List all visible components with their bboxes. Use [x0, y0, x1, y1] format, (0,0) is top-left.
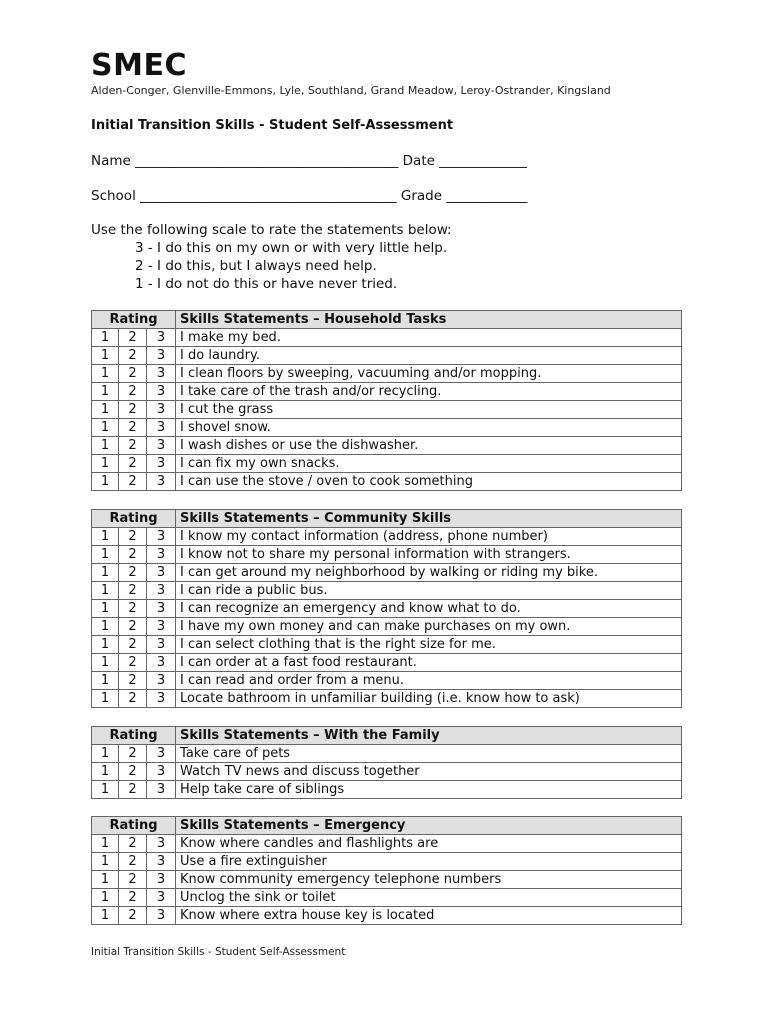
- school-grade-line[interactable]: School ______________________________________ Grade ____________: [91, 188, 528, 204]
- rating-option-2[interactable]: 2: [119, 853, 147, 871]
- skill-statement: I can read and order from a menu.: [176, 672, 682, 690]
- table-row: [92, 672, 682, 690]
- table-row: [92, 528, 682, 546]
- rating-option-2[interactable]: 2: [119, 654, 147, 672]
- rating-option-3[interactable]: 3: [147, 455, 176, 473]
- rating-option-3[interactable]: 3: [147, 672, 176, 690]
- table-row: [92, 437, 682, 455]
- table-body: [92, 528, 682, 708]
- rating-option-2[interactable]: 2: [119, 347, 147, 365]
- table-row: [92, 889, 682, 907]
- rating-header: Rating: [92, 817, 176, 835]
- district-list: Alden-Conger, Glenville-Emmons, Lyle, Southland, Grand Meadow, Leroy-Ostrander, Kingsland: [91, 84, 611, 97]
- rating-option-2[interactable]: 2: [119, 455, 147, 473]
- table-header-row: [92, 311, 682, 329]
- table-row: [92, 871, 682, 889]
- skill-statement: I can select clothing that is the right size for me.: [176, 636, 682, 654]
- skill-statement: I wash dishes or use the dishwasher.: [176, 437, 682, 455]
- rating-option-1[interactable]: 1: [92, 582, 119, 600]
- table-row: [92, 347, 682, 365]
- rating-option-3[interactable]: 3: [147, 763, 176, 781]
- table-row: [92, 745, 682, 763]
- skill-statement: Unclog the sink or toilet: [176, 889, 682, 907]
- rating-option-3[interactable]: 3: [147, 871, 176, 889]
- table-row: [92, 690, 682, 708]
- rating-option-1[interactable]: 1: [92, 383, 119, 401]
- skill-statement: I can use the stove / oven to cook something: [176, 473, 682, 491]
- table-row: [92, 365, 682, 383]
- rating-option-1[interactable]: 1: [92, 636, 119, 654]
- org-title: SMEC: [91, 48, 187, 83]
- rating-option-1[interactable]: 1: [92, 745, 119, 763]
- rating-option-2[interactable]: 2: [119, 763, 147, 781]
- skill-statement: I can get around my neighborhood by walking or riding my bike.: [176, 564, 682, 582]
- table-row: [92, 401, 682, 419]
- table-row: [92, 455, 682, 473]
- rating-header: Rating: [92, 311, 176, 329]
- rating-option-3[interactable]: 3: [147, 690, 176, 708]
- community-skills-table: [91, 509, 682, 708]
- rating-option-1[interactable]: 1: [92, 528, 119, 546]
- rating-option-2[interactable]: 2: [119, 835, 147, 853]
- skill-statement: I know my contact information (address, phone number): [176, 528, 682, 546]
- skill-statement: I have my own money and can make purchases on my own.: [176, 618, 682, 636]
- rating-header: Rating: [92, 727, 176, 745]
- rating-option-1[interactable]: 1: [92, 835, 119, 853]
- table-header-row: [92, 727, 682, 745]
- rating-option-1[interactable]: 1: [92, 853, 119, 871]
- rating-option-2[interactable]: 2: [119, 546, 147, 564]
- rating-option-2[interactable]: 2: [119, 618, 147, 636]
- table-row: [92, 636, 682, 654]
- table-row: [92, 473, 682, 491]
- rating-option-3[interactable]: 3: [147, 401, 176, 419]
- table-body: [92, 835, 682, 925]
- section-title: Skills Statements – With the Family: [176, 727, 682, 745]
- table-row: [92, 781, 682, 799]
- section-title: Skills Statements – Household Tasks: [176, 311, 682, 329]
- rating-option-1[interactable]: 1: [92, 618, 119, 636]
- name-date-line[interactable]: Name _______________________________________ Date _____________: [91, 153, 527, 169]
- skill-statement: I can ride a public bus.: [176, 582, 682, 600]
- table-row: [92, 329, 682, 347]
- table-header-row: [92, 817, 682, 835]
- rating-option-3[interactable]: 3: [147, 437, 176, 455]
- rating-option-2[interactable]: 2: [119, 745, 147, 763]
- rating-option-2[interactable]: 2: [119, 582, 147, 600]
- skill-statement: I cut the grass: [176, 401, 682, 419]
- rating-option-3[interactable]: 3: [147, 582, 176, 600]
- skill-statement: I know not to share my personal information with strangers.: [176, 546, 682, 564]
- rating-option-2[interactable]: 2: [119, 419, 147, 437]
- rating-option-1[interactable]: 1: [92, 564, 119, 582]
- rating-option-2[interactable]: 2: [119, 473, 147, 491]
- skill-statement: I can order at a fast food restaurant.: [176, 654, 682, 672]
- table-body: [92, 745, 682, 799]
- skill-statement: I shovel snow.: [176, 419, 682, 437]
- table-body: [92, 329, 682, 491]
- rating-option-2[interactable]: 2: [119, 365, 147, 383]
- rating-option-1[interactable]: 1: [92, 455, 119, 473]
- skill-statement: Take care of pets: [176, 745, 682, 763]
- table-row: [92, 654, 682, 672]
- rating-option-1[interactable]: 1: [92, 437, 119, 455]
- rating-option-1[interactable]: 1: [92, 546, 119, 564]
- skill-statement: Know where extra house key is located: [176, 907, 682, 925]
- rating-option-1[interactable]: 1: [92, 419, 119, 437]
- rating-option-1[interactable]: 1: [92, 672, 119, 690]
- rating-option-2[interactable]: 2: [119, 871, 147, 889]
- rating-option-1[interactable]: 1: [92, 347, 119, 365]
- rating-header: Rating: [92, 510, 176, 528]
- rating-option-1[interactable]: 1: [92, 329, 119, 347]
- table-row: [92, 763, 682, 781]
- rating-option-1[interactable]: 1: [92, 654, 119, 672]
- rating-option-1[interactable]: 1: [92, 889, 119, 907]
- table-row: [92, 419, 682, 437]
- rating-option-3[interactable]: 3: [147, 618, 176, 636]
- rating-option-2[interactable]: 2: [119, 528, 147, 546]
- table-row: [92, 907, 682, 925]
- rating-option-3[interactable]: 3: [147, 546, 176, 564]
- rating-option-2[interactable]: 2: [119, 636, 147, 654]
- section-title: Skills Statements – Community Skills: [176, 510, 682, 528]
- rating-option-1[interactable]: 1: [92, 473, 119, 491]
- table-row: [92, 564, 682, 582]
- rating-option-3[interactable]: 3: [147, 473, 176, 491]
- rating-option-3[interactable]: 3: [147, 419, 176, 437]
- rating-option-3[interactable]: 3: [147, 853, 176, 871]
- rating-option-2[interactable]: 2: [119, 907, 147, 925]
- scale-item-2: 2 - I do this, but I always need help.: [135, 258, 377, 274]
- table-header-row: [92, 510, 682, 528]
- skill-statement: I take care of the trash and/or recycling.: [176, 383, 682, 401]
- table-row: [92, 835, 682, 853]
- rating-option-2[interactable]: 2: [119, 401, 147, 419]
- rating-option-1[interactable]: 1: [92, 690, 119, 708]
- rating-option-3[interactable]: 3: [147, 781, 176, 799]
- page-footer: Initial Transition Skills - Student Self-Assessment: [91, 946, 346, 958]
- table-row: [92, 383, 682, 401]
- table-row: [92, 546, 682, 564]
- rating-option-2[interactable]: 2: [119, 383, 147, 401]
- rating-option-1[interactable]: 1: [92, 871, 119, 889]
- rating-option-3[interactable]: 3: [147, 329, 176, 347]
- household-tasks-table: [91, 310, 682, 491]
- skill-statement: Help take care of siblings: [176, 781, 682, 799]
- skill-statement: Know where candles and flashlights are: [176, 835, 682, 853]
- rating-option-3[interactable]: 3: [147, 347, 176, 365]
- rating-option-3[interactable]: 3: [147, 889, 176, 907]
- table-row: [92, 600, 682, 618]
- rating-option-3[interactable]: 3: [147, 835, 176, 853]
- scale-item-3: 3 - I do this on my own or with very little help.: [135, 240, 448, 256]
- rating-option-2[interactable]: 2: [119, 329, 147, 347]
- rating-option-3[interactable]: 3: [147, 528, 176, 546]
- rating-option-3[interactable]: 3: [147, 907, 176, 925]
- rating-option-1[interactable]: 1: [92, 763, 119, 781]
- rating-option-2[interactable]: 2: [119, 437, 147, 455]
- with-the-family-table: [91, 726, 682, 799]
- rating-option-1[interactable]: 1: [92, 600, 119, 618]
- rating-option-2[interactable]: 2: [119, 781, 147, 799]
- rating-option-2[interactable]: 2: [119, 672, 147, 690]
- skill-statement: Watch TV news and discuss together: [176, 763, 682, 781]
- skill-statement: I make my bed.: [176, 329, 682, 347]
- rating-option-3[interactable]: 3: [147, 564, 176, 582]
- rating-option-2[interactable]: 2: [119, 564, 147, 582]
- skill-statement: I can recognize an emergency and know what to do.: [176, 600, 682, 618]
- skill-statement: I clean floors by sweeping, vacuuming and/or mopping.: [176, 365, 682, 383]
- skill-statement: Know community emergency telephone numbers: [176, 871, 682, 889]
- rating-option-3[interactable]: 3: [147, 365, 176, 383]
- skill-statement: Use a fire extinguisher: [176, 853, 682, 871]
- table-row: [92, 618, 682, 636]
- rating-option-2[interactable]: 2: [119, 889, 147, 907]
- scale-item-1: 1 - I do not do this or have never tried.: [135, 276, 398, 292]
- rating-option-2[interactable]: 2: [119, 690, 147, 708]
- rating-option-3[interactable]: 3: [147, 745, 176, 763]
- rating-option-2[interactable]: 2: [119, 600, 147, 618]
- form-title: Initial Transition Skills - Student Self-Assessment: [91, 118, 454, 133]
- rating-option-3[interactable]: 3: [147, 636, 176, 654]
- rating-option-1[interactable]: 1: [92, 907, 119, 925]
- section-title: Skills Statements – Emergency: [176, 817, 682, 835]
- scale-intro: Use the following scale to rate the statements below:: [91, 222, 452, 238]
- skill-statement: I can fix my own snacks.: [176, 455, 682, 473]
- skill-statement: I do laundry.: [176, 347, 682, 365]
- table-row: [92, 582, 682, 600]
- skill-statement: Locate bathroom in unfamiliar building (i.e. know how to ask): [176, 690, 682, 708]
- rating-option-1[interactable]: 1: [92, 401, 119, 419]
- table-row: [92, 853, 682, 871]
- rating-option-1[interactable]: 1: [92, 781, 119, 799]
- emergency-table: [91, 816, 682, 925]
- rating-option-3[interactable]: 3: [147, 383, 176, 401]
- rating-option-3[interactable]: 3: [147, 654, 176, 672]
- rating-option-3[interactable]: 3: [147, 600, 176, 618]
- rating-option-1[interactable]: 1: [92, 365, 119, 383]
